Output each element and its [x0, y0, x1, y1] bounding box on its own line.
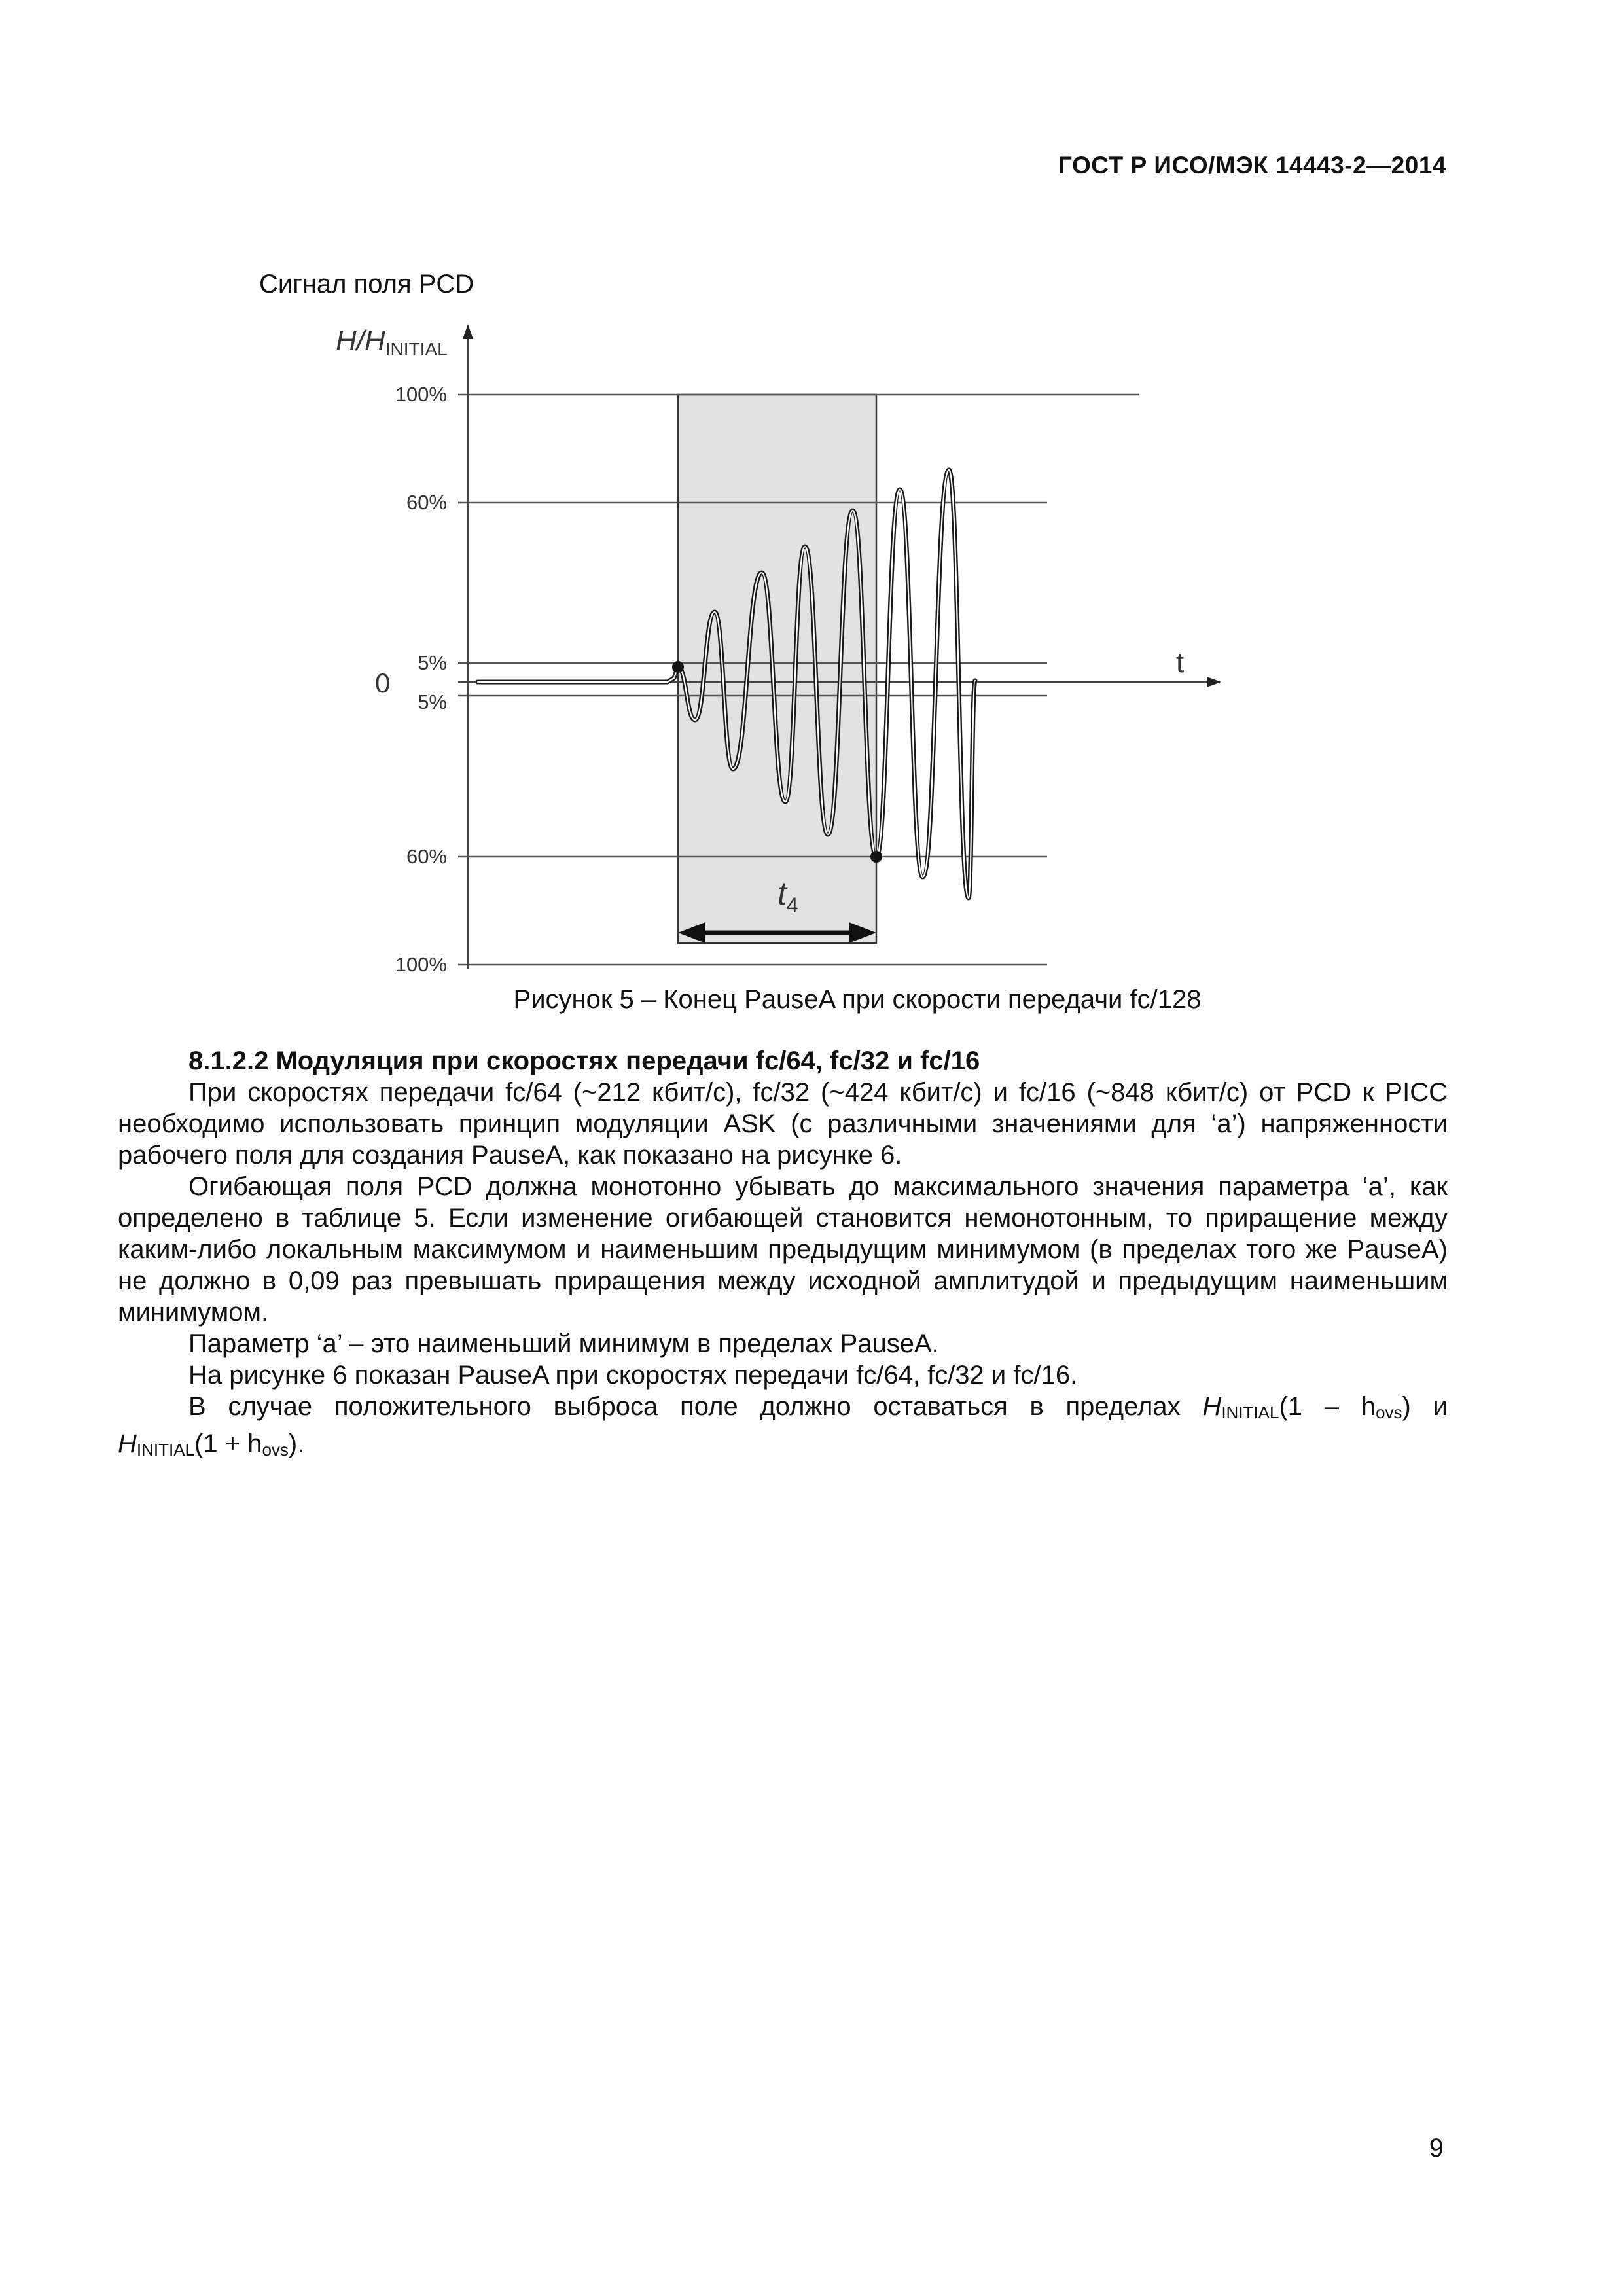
overshoot-lower-bound: $H_{INITIAL}(1 - h_{ovs})$: [1202, 1392, 1411, 1422]
t4-symbol: t: [777, 875, 787, 912]
page-number: 9: [1429, 2134, 1444, 2162]
t4-symbol-sub: 4: [786, 893, 798, 917]
paragraph-2: Огибающая поля PCD должна монотонно убывать до максимального значения параметра ‘a’, как определено в таблице 5. Если изменение огибающей становится немонотонным, то приращение между каким-либо локальным максимумом и наименьшим предыдущим минимумом (в пределах того же PauseA) не должно в 0,09 раз превышать приращения между исходной амплитудой и предыдущим наименьшим минимумом.: [118, 1172, 1448, 1327]
level-label-100-bottom: 100%: [395, 953, 447, 976]
level-label-5-top: 5%: [418, 651, 447, 674]
section-heading: 8.1.2.2 Модуляция при скоростях передачи fc/64, fc/32 и fc/16: [188, 1047, 980, 1075]
origin-label: 0: [375, 668, 391, 698]
y-axis-symbol-sub: INITIAL: [385, 339, 448, 359]
document-header: ГОСТ Р ИСО/МЭК 14443-2—2014: [1058, 152, 1446, 179]
x-axis-label: t: [1176, 647, 1185, 679]
figure-label: Сигнал поля PCD: [259, 270, 474, 298]
overshoot-text: В случае положительного выброса поле должно оставаться в пределах: [188, 1392, 1181, 1421]
paragraph-3: Параметр ‘a’ – это наименьший минимум в пределах PauseA.: [188, 1329, 939, 1358]
paragraph-4: На рисунке 6 показан PauseA при скоростях передачи fc/64, fc/32 и fc/16.: [188, 1361, 1078, 1390]
pause-start-point: [672, 661, 684, 673]
paragraph-1: При скоростях передачи fc/64 (~212 кбит/с), fc/32 (~424 кбит/с) и fc/16 (~848 кбит/с) от PCD к PICC необходимо использовать принцип модуляции ASK (с различными значениями для ‘a’) напряженности рабочего поля для создания PauseA, как показано на рисунке 6.: [118, 1078, 1448, 1170]
level-label-60-top: 60%: [406, 491, 447, 514]
pause-end-point: [870, 851, 882, 863]
x-axis-arrow: [1207, 677, 1221, 687]
level-label-100-top: 100%: [395, 383, 447, 406]
section-content: [118, 1045, 1448, 1465]
y-axis-label: [336, 325, 448, 359]
figure-caption: Рисунок 5 – Конец PauseA при скорости передачи fc/128: [513, 985, 1202, 1014]
overshoot-upper-bound: $H_{INITIAL}(1 + h_{ovs})$.: [118, 1429, 305, 1460]
pause-region: [678, 395, 876, 943]
y-axis-symbol: H/H: [336, 325, 385, 357]
y-axis-arrow: [463, 324, 473, 339]
level-label-60-bottom: 60%: [406, 845, 447, 868]
paragraph-5-overshoot: В случае положительного выброса поле должно оставаться в пределах $H_{INITIAL}(1 - h_{ovs})$ и: [188, 1392, 1448, 1422]
field-signal-figure: [0, 0, 1623, 982]
level-label-5-bottom: 5%: [418, 691, 447, 713]
